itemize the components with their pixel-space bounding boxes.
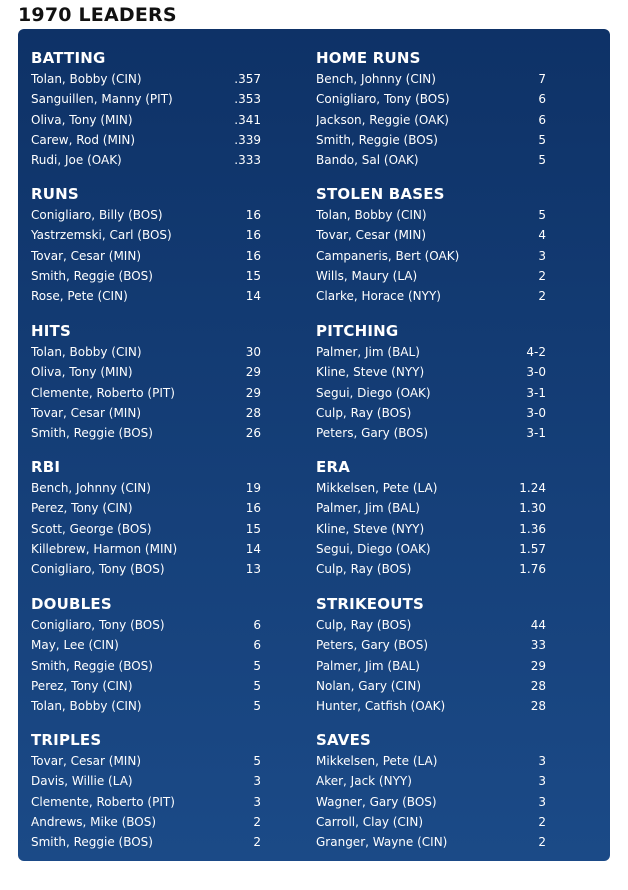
stat-value: 3 [538,754,546,768]
stat-value: 4-2 [526,345,546,359]
category-title: ERA [316,458,351,476]
category-hits [31,316,261,443]
category-stolen-bases [316,179,546,306]
player-name: Wills, Maury (LA) [316,268,418,283]
leader-row [31,403,261,423]
stat-value: 6 [538,92,546,107]
stat-value: 16 [245,501,261,516]
leader-row [316,423,546,443]
stat-value: 14 [245,289,261,304]
stat-value: 1.36 [519,521,546,536]
stat-value: 5 [253,658,261,673]
stat-value: 3-1 [526,385,546,400]
stat-value: 5 [253,678,261,693]
stat-value: 29 [245,365,261,380]
leader-row [31,205,261,225]
category-title: TRIPLES [31,731,102,749]
stat-value: 1.76 [519,562,546,577]
category-strikeouts [316,589,546,716]
player-name: Wagner, Gary (BOS) [316,794,437,809]
player-name: Killebrew, Harmon (MIN) [31,541,178,556]
leader-row [31,150,261,170]
player-name: Carew, Rod (MIN) [31,132,136,147]
player-name: Yastrzemski, Carl (BOS) [31,228,172,243]
leader-row [31,656,261,676]
stat-value: 15 [245,521,261,536]
leaders-panel [18,29,610,861]
leader-row [316,110,546,130]
leader-row [316,498,546,518]
leader-row [31,832,261,852]
stat-value: 2 [538,268,546,283]
leader-row [316,559,546,579]
leader-row [31,342,261,362]
leader-row [31,498,261,518]
leader-row [316,403,546,423]
leader-row [316,771,546,791]
player-name: Rudi, Joe (OAK) [31,153,122,168]
category-pitching [316,316,546,443]
stat-value: 28 [530,678,546,693]
leader-row [31,89,261,109]
player-name: Segui, Diego (OAK) [316,541,431,556]
leader-row [31,286,261,306]
player-name: Tovar, Cesar (MIN) [31,248,141,263]
player-name: Smith, Reggie (BOS) [316,132,438,147]
stat-value: 14 [245,541,261,556]
leader-row [31,751,261,771]
player-name: Rose, Pete (CIN) [31,289,128,304]
leader-row [316,130,546,150]
leader-row [31,635,261,655]
leader-row [31,559,261,579]
player-name: Kline, Steve (NYY) [316,521,425,536]
leader-row [316,519,546,539]
stat-value: 2 [253,814,261,829]
stat-value: .357 [234,72,261,86]
leader-row [316,286,546,306]
category-saves [316,725,546,852]
player-name: Clemente, Roberto (PIT) [31,794,175,809]
stat-value: .339 [234,132,261,147]
player-name: Jackson, Reggie (OAK) [316,112,449,127]
leader-row [316,362,546,382]
stat-value: 1.57 [519,541,546,556]
stat-value: .353 [234,92,261,107]
stat-value: 4 [538,228,546,243]
stat-value: .333 [234,153,261,168]
player-name: Conigliaro, Tony (BOS) [316,92,450,107]
stat-value: 3 [538,774,546,789]
leader-row [316,69,546,89]
stat-value: 16 [245,248,261,263]
leader-row [31,519,261,539]
stat-value: 3 [253,774,261,789]
leader-row [31,362,261,382]
stat-value: 1.30 [519,501,546,516]
stat-value: 2 [538,814,546,829]
player-name: Kline, Steve (NYY) [316,365,425,380]
stat-value: 5 [253,754,261,768]
player-name: Scott, George (BOS) [31,521,152,536]
stat-value: 6 [253,638,261,653]
stat-value: 19 [245,481,261,495]
stat-value: 28 [245,405,261,420]
category-title: RUNS [31,185,79,203]
leader-row [31,110,261,130]
player-name: Clemente, Roberto (PIT) [31,385,175,400]
category-doubles [31,589,261,716]
stat-value: 29 [245,385,261,400]
player-name: Carroll, Clay (CIN) [316,814,424,829]
leader-row [316,266,546,286]
stat-value: 29 [530,658,546,673]
stat-value: 5 [538,153,546,168]
leader-row [31,266,261,286]
player-name: Tolan, Bobby (CIN) [31,72,142,86]
player-name: Tolan, Bobby (CIN) [316,208,427,222]
stat-value: 13 [245,562,261,577]
stat-value: 6 [253,618,261,632]
stat-value: 3 [538,794,546,809]
stat-value: 26 [245,426,261,441]
leader-row [31,696,261,716]
category-title: RBI [31,458,61,476]
stat-value: 3-0 [526,405,546,420]
leader-row [316,812,546,832]
stat-value: 44 [530,618,546,632]
category-era [316,452,546,579]
player-name: Palmer, Jim (BAL) [316,501,420,516]
stat-value: 33 [530,638,546,653]
leader-row [31,130,261,150]
stat-value: 7 [538,72,546,86]
player-name: Perez, Tony (CIN) [31,678,133,693]
player-name: May, Lee (CIN) [31,638,119,653]
category-runs [31,179,261,306]
player-name: Granger, Wayne (CIN) [316,835,448,850]
category-title: HOME RUNS [316,49,421,67]
stat-value: 3 [538,248,546,263]
stat-value: .341 [234,112,261,127]
player-name: Nolan, Gary (CIN) [316,678,421,693]
player-name: Culp, Ray (BOS) [316,562,412,577]
player-name: Oliva, Tony (MIN) [31,365,133,380]
stat-value: 30 [245,345,261,359]
player-name: Tovar, Cesar (MIN) [31,405,141,420]
leader-row [316,478,546,498]
player-name: Culp, Ray (BOS) [316,618,412,632]
player-name: Aker, Jack (NYY) [316,774,412,789]
leader-row [316,751,546,771]
category-triples [31,725,261,852]
player-name: Davis, Willie (LA) [31,774,133,789]
leader-row [31,383,261,403]
category-title: STOLEN BASES [316,185,445,203]
leader-row [316,656,546,676]
leader-row [316,539,546,559]
player-name: Conigliaro, Billy (BOS) [31,208,163,222]
leader-row [31,69,261,89]
leader-row [31,771,261,791]
leader-row [31,423,261,443]
player-name: Culp, Ray (BOS) [316,405,412,420]
player-name: Tolan, Bobby (CIN) [31,699,142,714]
leader-row [316,383,546,403]
stat-value: 2 [538,835,546,850]
leader-row [31,539,261,559]
leader-row [316,615,546,635]
player-name: Peters, Gary (BOS) [316,638,429,653]
leader-row [316,832,546,852]
player-name: Bench, Johnny (CIN) [31,481,151,495]
player-name: Smith, Reggie (BOS) [31,426,153,441]
category-home-runs [316,43,546,170]
category-title: SAVES [316,731,372,749]
player-name: Perez, Tony (CIN) [31,501,133,516]
player-name: Mikkelsen, Pete (LA) [316,481,438,495]
stat-value: 3 [253,794,261,809]
leader-row [316,676,546,696]
stat-value: 5 [253,699,261,714]
player-name: Oliva, Tony (MIN) [31,112,133,127]
stat-value: 5 [538,132,546,147]
leader-row [31,812,261,832]
stat-value: 3-0 [526,365,546,380]
player-name: Campaneris, Bert (OAK) [316,248,460,263]
leader-row [316,225,546,245]
player-name: Smith, Reggie (BOS) [31,835,153,850]
stat-value: 15 [245,268,261,283]
player-name: Conigliaro, Tony (BOS) [31,562,165,577]
player-name: Sanguillen, Manny (PIT) [31,92,173,107]
player-name: Tovar, Cesar (MIN) [31,754,141,768]
stat-value: 5 [538,208,546,222]
leader-row [316,342,546,362]
stat-value: 1.24 [519,481,546,495]
category-title: BATTING [31,49,106,67]
leader-row [316,246,546,266]
player-name: Bench, Johnny (CIN) [316,72,436,86]
leader-row [316,792,546,812]
stat-value: 3-1 [526,426,546,441]
player-name: Conigliaro, Tony (BOS) [31,618,165,632]
player-name: Bando, Sal (OAK) [316,153,419,168]
stat-value: 6 [538,112,546,127]
player-name: Mikkelsen, Pete (LA) [316,754,438,768]
player-name: Peters, Gary (BOS) [316,426,429,441]
category-batting [31,43,261,170]
leader-row [316,635,546,655]
leader-row [31,225,261,245]
player-name: Hunter, Catfish (OAK) [316,699,446,714]
player-name: Segui, Diego (OAK) [316,385,431,400]
stat-value: 2 [538,289,546,304]
leader-row [31,676,261,696]
player-name: Tovar, Cesar (MIN) [316,228,426,243]
category-title: STRIKEOUTS [316,595,425,613]
player-name: Palmer, Jim (BAL) [316,345,420,359]
player-name: Smith, Reggie (BOS) [31,268,153,283]
leader-row [316,150,546,170]
stat-value: 2 [253,835,261,850]
category-title: PITCHING [316,322,399,340]
leader-row [31,246,261,266]
leader-row [31,792,261,812]
stat-value: 16 [245,208,261,222]
category-title: DOUBLES [31,595,112,613]
category-rbi [31,452,261,579]
leader-row [31,478,261,498]
category-title: HITS [31,322,71,340]
leader-row [316,696,546,716]
player-name: Andrews, Mike (BOS) [31,814,157,829]
leader-row [316,89,546,109]
leader-row [31,615,261,635]
leader-row [316,205,546,225]
stat-value: 28 [530,699,546,714]
page-title: 1970 LEADERS [18,4,177,26]
player-name: Smith, Reggie (BOS) [31,658,153,673]
player-name: Palmer, Jim (BAL) [316,658,420,673]
player-name: Clarke, Horace (NYY) [316,289,441,304]
player-name: Tolan, Bobby (CIN) [31,345,142,359]
stat-value: 16 [245,228,261,243]
